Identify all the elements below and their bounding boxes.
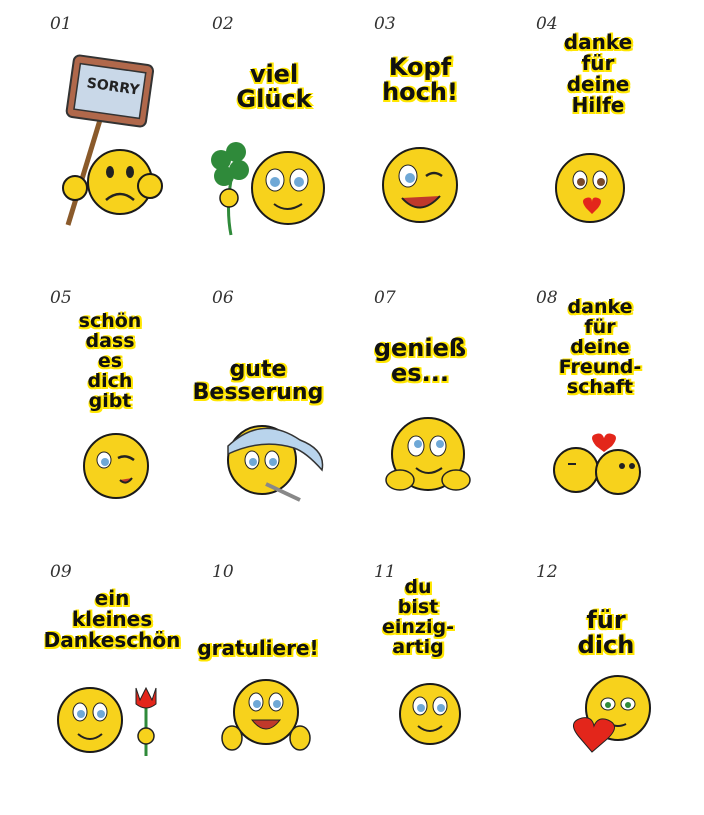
sticker-caption: gute Besserung [192,357,324,406]
heart-icon [528,0,704,267]
sticker-caption: schön dass es dich gibt [78,310,142,412]
sticker-number: 09 [50,562,72,582]
sticker-07 [352,274,528,541]
sticker-11 [352,548,528,815]
sticker-02 [176,0,352,267]
nightcap-icon [176,274,352,541]
sticker-09 [0,548,181,815]
happy-face-icon [352,548,528,815]
sticker-10 [176,548,352,815]
sticker-number: 12 [536,562,558,582]
sticker-05 [0,274,176,541]
sticker-number: 01 [50,14,72,34]
sticker-number: 08 [536,288,558,308]
sticker-caption: danke für deine Freund- schaft [558,296,642,398]
heart-icon [528,274,704,541]
thumbs-up-icon [176,548,352,815]
wink-icon [0,274,176,541]
sticker-number: 02 [212,14,234,34]
happy-face-icon [352,274,528,541]
sticker-number: 04 [536,14,558,34]
sticker-04 [528,0,704,267]
sticker-08 [528,274,704,541]
sorry-sign-icon [0,0,176,267]
sticker-caption: Kopf hoch! [382,53,458,107]
sticker-caption: viel Glück [236,60,312,114]
heart-icon [528,548,704,815]
tulip-icon [0,548,176,815]
sticker-12 [528,548,704,815]
sticker-number: 10 [212,562,234,582]
sticker-01 [0,0,176,267]
sticker-caption: ein kleines Dankeschön [43,586,181,652]
sticker-number: 07 [374,288,396,308]
sticker-06 [176,274,352,541]
clover-icon [176,0,352,267]
sticker-caption: du bist einzig- artig [382,576,454,658]
sticker-number: 05 [50,288,72,308]
sticker-caption: gratuliere! [197,636,319,660]
wink-icon [352,0,528,267]
sign-text: SORRY [85,75,141,99]
sticker-caption: danke für deine Hilfe [563,30,633,117]
sticker-number: 06 [212,288,234,308]
sticker-caption: für dich [577,606,635,660]
sticker-caption: genieß es... [373,334,467,388]
sticker-number: 11 [374,562,396,582]
sticker-number: 03 [374,14,396,34]
sticker-03 [352,0,528,267]
